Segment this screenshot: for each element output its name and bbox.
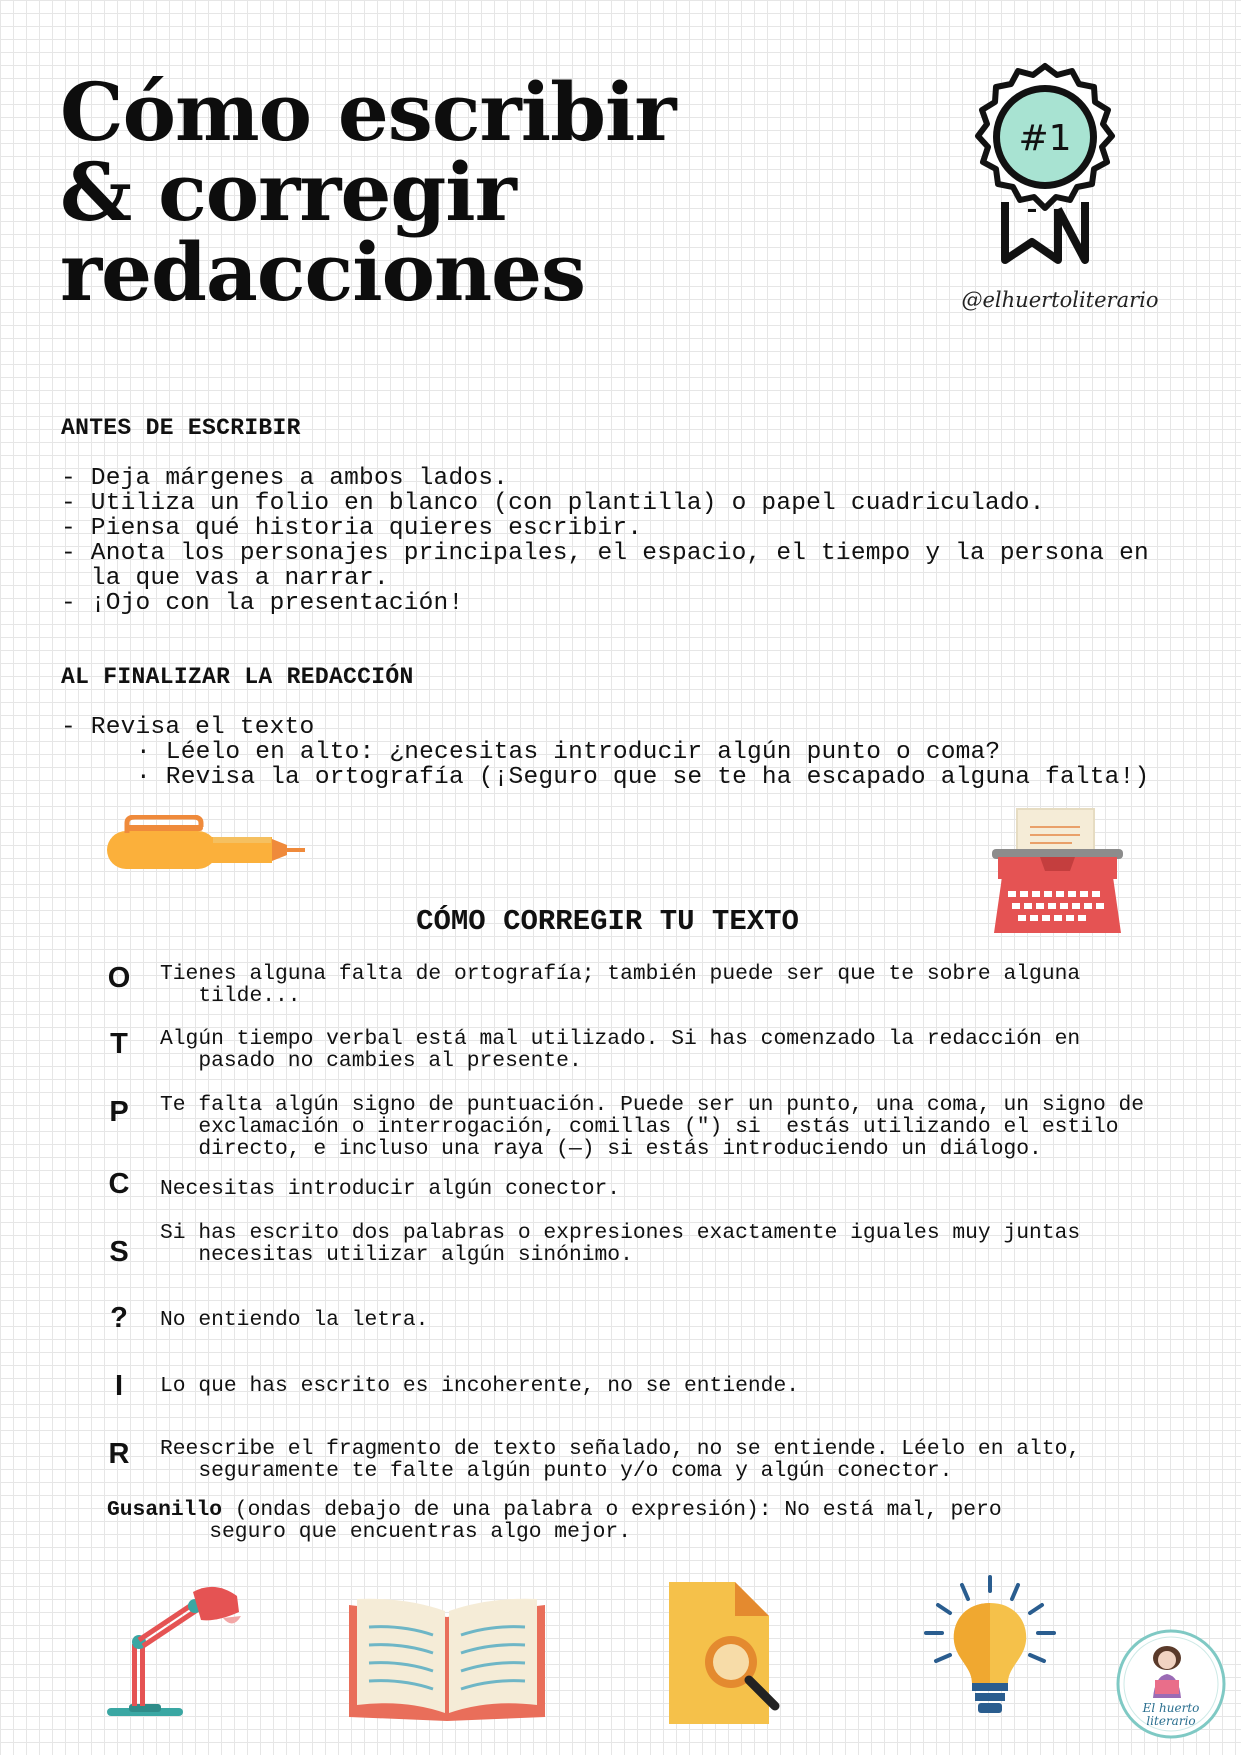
correction-description: Te falta algún signo de puntuación. Puede ser un punto, una coma, un signo de exclamación o interrogación, comillas (") si estás utilizando el estilo directo, e incluso una raya (—) si estás introduciendo un diálogo.	[160, 1093, 1145, 1161]
elhuerto-logo	[1115, 1628, 1227, 1740]
document-search-icon	[665, 1578, 785, 1728]
list-item: - Piensa qué historia quieres escribir.	[61, 515, 643, 542]
correction-letter: I	[114, 1370, 124, 1402]
section-heading-finalizar: AL FINALIZAR LA REDACCIÓN	[61, 664, 414, 690]
open-book-icon	[345, 1595, 550, 1723]
correction-letter: R	[108, 1438, 130, 1470]
finalizar-sublist	[61, 740, 1149, 790]
correction-letter: T	[110, 1028, 128, 1060]
light-bulb-icon	[920, 1575, 1060, 1725]
list-item: · Revisa la ortografía (¡Seguro que se te ha escapado alguna falta!)	[136, 764, 1150, 791]
gusanillo-note	[107, 1499, 1002, 1543]
correction-letter: P	[109, 1096, 129, 1128]
list-item: - ¡Ojo con la presentación!	[61, 590, 464, 617]
desk-lamp-icon	[105, 1582, 245, 1722]
pen-icon	[105, 815, 310, 875]
list-item: - Utiliza un folio en blanco (con plantilla) o papel cuadriculado.	[61, 490, 1045, 517]
correction-letter: S	[109, 1236, 129, 1268]
correction-letter: ?	[110, 1302, 128, 1334]
gusanillo-text: (ondas debajo de una palabra o expresión): No está mal, pero seguro que encuentras algo mejor.	[209, 1498, 1002, 1544]
list-item: - Anota los personajes principales, el espacio, el tiempo y la persona en	[61, 540, 1149, 567]
gusanillo-label: Gusanillo	[107, 1498, 223, 1522]
title-line-1: Cómo escribir	[60, 65, 676, 159]
correction-description: Algún tiempo verbal está mal utilizado. Si has comenzado la redacción en pasado no cambies al presente.	[160, 1027, 1081, 1073]
title-line-3: redacciones	[60, 225, 586, 319]
section-heading-corregir: CÓMO CORREGIR TU TEXTO	[416, 905, 799, 938]
section-heading-antes: ANTES DE ESCRIBIR	[61, 415, 301, 441]
correction-description: Lo que has escrito es incoherente, no se entiende.	[160, 1374, 800, 1398]
list-item: la que vas a narrar.	[61, 565, 389, 592]
correction-description: Necesitas introducir algún conector.	[160, 1177, 621, 1201]
title-line-2: & corregir	[60, 145, 516, 239]
list-item: · Léelo en alto: ¿necesitas introducir algún punto o coma?	[136, 739, 1001, 766]
logo-text-2: literario	[1146, 1714, 1196, 1728]
correction-description: Tienes alguna falta de ortografía; también puede ser que te sobre alguna tilde...	[160, 962, 1081, 1008]
author-handle: @elhuertoliterario	[961, 288, 1159, 312]
list-item: - Revisa el texto	[61, 714, 315, 741]
award-ribbon-icon	[960, 62, 1130, 267]
list-item: - Deja márgenes a ambos lados.	[61, 465, 509, 492]
finalizar-list	[61, 715, 314, 740]
correction-description: Reescribe el fragmento de texto señalado, no se entiende. Léelo en alto, seguramente te falte algún punto y/o coma y algún conector.	[160, 1437, 1081, 1483]
antes-list	[61, 466, 1149, 616]
correction-letter: O	[107, 962, 131, 994]
correction-description: No entiendo la letra.	[160, 1308, 429, 1332]
badge-label: #1	[1018, 118, 1072, 159]
correction-description: Si has escrito dos palabras o expresiones exactamente iguales muy juntas necesitas utilizar algún sinónimo.	[160, 1221, 1081, 1267]
logo-text-1: El huerto	[1142, 1701, 1200, 1715]
correction-letter: C	[108, 1168, 130, 1200]
page-title	[60, 65, 700, 319]
